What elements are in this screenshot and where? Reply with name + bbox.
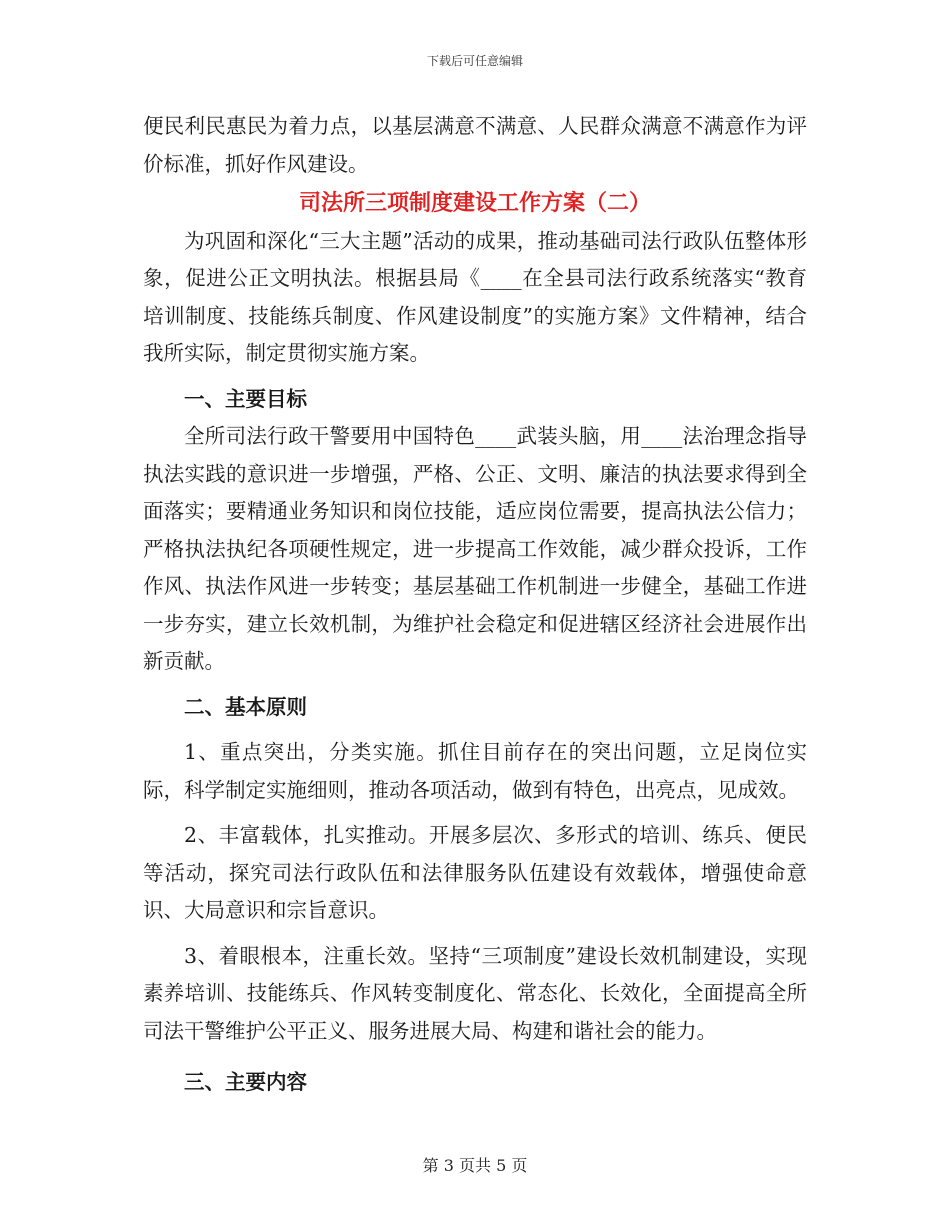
section-heading-principles: 二、基本原则 bbox=[184, 694, 307, 719]
page-footer: 第 3 页共 5 页 bbox=[422, 1156, 528, 1175]
paragraph-goals: 全所司法行政干警要用中国特色____武装头脑，用____法治理念指导执法实践的意识进一步增强，严格、公正、文明、廉洁的执法要求得到全面落实；要精通业务知识和岗位技能，适应岗位需要，提高执法公信力；严格执法执纪各项硬性规定，进一步提高工作效能，减少群众投诉，工作作风、执法作风进一步转变；基层基础工作机制进一步健全，基础工作进一步夯实，建立长效机制，为维护社会稳定和促进辖区经济社会进展作出新贡献。 bbox=[143, 424, 807, 673]
document-body bbox=[143, 108, 807, 1102]
paragraph-principle-1: 1、重点突出，分类实施。抓住目前存在的突出问题，立足岗位实际，科学制定实施细则，推动各项活动，做到有特色，出亮点，见成效。 bbox=[143, 740, 807, 802]
section-heading-content: 三、主要内容 bbox=[184, 1070, 307, 1094]
paragraph-principle-2: 2、丰富载体，扎实推动。开展多层次、多形式的培训、练兵、便民等活动，探究司法行政队伍和法律服务队伍建设有效载体，增强使命意识、大局意识和宗旨意识。 bbox=[143, 823, 807, 922]
section-heading-goals: 一、主要目标 bbox=[184, 386, 307, 411]
paragraph-continuation: 便民利民惠民为着力点，以基层满意不满意、人民群众满意不满意作为评价标准，抓好作风建设。 bbox=[143, 114, 807, 176]
paragraph-intro: 为巩固和深化“三大主题”活动的成果，推动基础司法行政队伍整体形象，促进公正文明执法。根据县局《____在全县司法行政系统落实“教育培训制度、技能练兵制度、作风建设制度”的实施方案》文件精神，结合我所实际，制定贯彻实施方案。 bbox=[143, 228, 807, 365]
document-title: 司法所三项制度建设工作方案（二） bbox=[298, 190, 651, 216]
paragraph-principle-3: 3、着眼根本，注重长效。坚持“三项制度”建设长效机制建设，实现素养培训、技能练兵、作风转变制度化、常态化、长效化，全面提高全所司法干警维护公平正义、服务进展大局、构建和谐社会的能力。 bbox=[143, 943, 807, 1043]
page-header: 下载后可任意编辑 bbox=[426, 54, 523, 68]
